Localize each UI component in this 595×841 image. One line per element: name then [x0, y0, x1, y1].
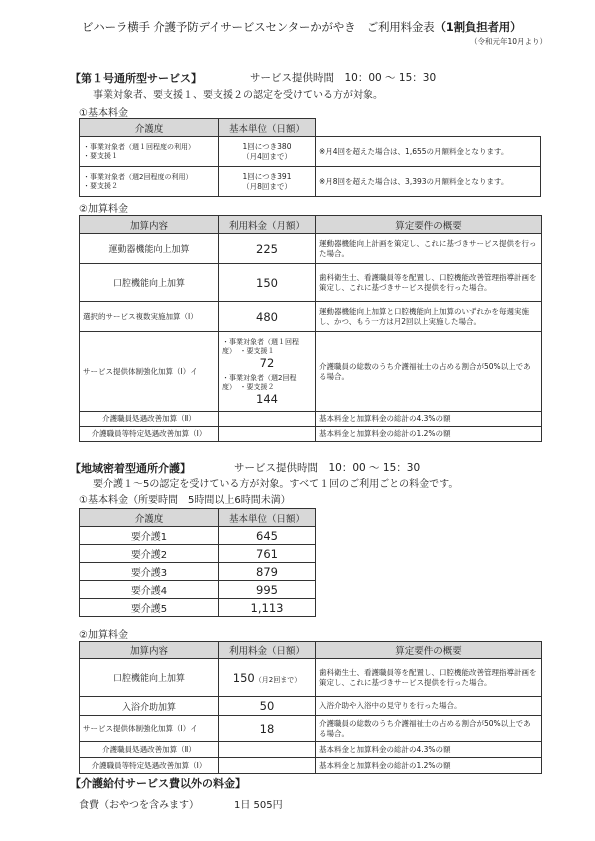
- section1-basic-title: ①基本料金: [79, 108, 128, 119]
- add-fee-cell: 18: [219, 716, 316, 742]
- add-req-cell: 入浴介助や入浴中の見守りを行った場合。: [316, 697, 542, 716]
- section2-heading: 【地域密着型通所介護】: [70, 462, 191, 475]
- section1-add-table: [79, 215, 542, 442]
- unit-cell: 761: [219, 545, 316, 563]
- add-fee-cell: [219, 758, 316, 774]
- add-name-cell: 運動器機能向上加算: [80, 234, 219, 264]
- add-fee-cell: 150: [219, 264, 316, 302]
- add-name-cell: 介護職員処遇改善加算（Ⅱ）: [80, 412, 219, 427]
- section2-add-table: [79, 641, 542, 774]
- level-cell: 要介護1: [80, 527, 219, 545]
- add-req-cell: 基本料金と加算料金の総計の1.2%の額: [316, 758, 542, 774]
- section2-hours: サービス提供時間 10：00 ～ 15：30: [234, 462, 421, 474]
- add-name-cell: 介護職員処遇改善加算（Ⅱ）: [80, 742, 219, 758]
- unit-cell: 1回につき391 （月8回まで）: [219, 167, 316, 197]
- add-name-cell: サービス提供体制強化加算（Ⅰ）イ: [80, 332, 219, 412]
- unit-cell: 1,113: [219, 599, 316, 617]
- table-row: [80, 697, 542, 716]
- section1-add-title: ②加算料金: [79, 204, 128, 215]
- document-subtitle: （令和元年10月より）: [469, 37, 547, 46]
- note-cell: ※月4回を超えた場合は、1,655の月額料金となります。: [316, 137, 541, 167]
- add-name-cell: 介護職員等特定処遇改善加算（Ⅰ）: [80, 758, 219, 774]
- add-req-cell: 運動器機能向上加算と口腔機能向上加算のいずれかを毎週実施し、かつ、もう一方は月2回以上実施した場合。: [316, 302, 542, 332]
- section2-basic-table: [79, 508, 316, 617]
- col-header: 介護度: [80, 119, 219, 137]
- col-header: 算定要件の概要: [316, 216, 542, 234]
- fee-option-label: ・事業対象者（週１回程度） ・要支援１: [222, 337, 299, 355]
- section2-basic-title: ①基本料金（所要時間 5時間以上6時間未満）: [79, 495, 291, 506]
- section2-add-title: ②加算料金: [79, 630, 128, 641]
- table-row: [80, 716, 542, 742]
- note-cell: ※月8回を超えた場合は、3,393の月額料金となります。: [316, 167, 541, 197]
- add-req-cell: 基本料金と加算料金の総計の4.3%の額: [316, 412, 542, 427]
- table-row: [80, 742, 542, 758]
- fee-option-value: 72: [259, 355, 275, 370]
- level-cell: 要介護4: [80, 581, 219, 599]
- fee-note: （月2回まで）: [254, 675, 302, 684]
- add-fee-cell: 50: [219, 697, 316, 716]
- col-header-empty: [316, 119, 541, 137]
- add-req-cell: 基本料金と加算料金の総計の1.2%の額: [316, 427, 542, 442]
- add-fee-cell: 225: [219, 234, 316, 264]
- unit-cell: 645: [219, 527, 316, 545]
- add-req-cell: 介護職員の総数のうち介護福祉士の占める割合が50%以上である場合。: [316, 716, 542, 742]
- add-req-cell: 介護職員の総数のうち介護福祉士の占める割合が50%以上である場合。: [316, 332, 542, 412]
- level-cell: 要介護5: [80, 599, 219, 617]
- level-cell: ・事業対象者（週１回程度の利用） ・要支援１: [80, 137, 219, 167]
- col-header: 基本単位（日額）: [219, 119, 316, 137]
- table-row: [80, 234, 542, 264]
- col-header: 利用料金（月額）: [219, 216, 316, 234]
- table-row: [80, 563, 316, 581]
- col-header: 介護度: [80, 509, 219, 527]
- table-row: [80, 167, 541, 197]
- table-row: [80, 137, 541, 167]
- fee-option-label: ・事業対象者（週2回程度） ・要支援２: [222, 373, 297, 391]
- section3-heading: 【介護給付サービス費以外の料金】: [70, 777, 246, 790]
- section1-heading: 【第１号通所型サービス】: [70, 72, 202, 85]
- add-name-cell: 入浴介助加算: [80, 697, 219, 716]
- table-row: [80, 302, 542, 332]
- add-fee-cell: [219, 742, 316, 758]
- add-req-cell: 歯科衛生士、看護職員等を配置し、口腔機能改善管理指導計画を策定し、これに基づきサービス提供を行った場合。: [316, 264, 542, 302]
- table-row: [80, 581, 316, 599]
- add-req-cell: 基本料金と加算料金の総計の4.3%の額: [316, 742, 542, 758]
- table-row: [80, 659, 542, 697]
- meal-label: 食費（おやつを含みます）: [79, 800, 199, 811]
- table-row: [80, 599, 316, 617]
- section1-description: 事業対象者、要支援１、要支援２の認定を受けている方が対象。: [93, 90, 383, 101]
- add-name-cell: 口腔機能向上加算: [80, 264, 219, 302]
- table-row: [80, 412, 542, 427]
- add-name-cell: サービス提供体制強化加算（Ⅰ）イ: [80, 716, 219, 742]
- level-cell: 要介護2: [80, 545, 219, 563]
- add-fee-cell: [219, 412, 316, 427]
- col-header: 算定要件の概要: [316, 642, 542, 659]
- section2-description: 要介護１～5の認定を受けている方が対象。すべて１回のご利用ごとの料金です。: [93, 479, 459, 490]
- unit-cell: 1回につき380 （月4回まで）: [219, 137, 316, 167]
- document-title: ビハーラ横手 介護予防デイサービスセンターかがやき ご利用料金表（1割負担者用）: [82, 20, 522, 34]
- fee-value: 150: [232, 670, 255, 685]
- section1-hours: サービス提供時間 10：00 ～ 15：30: [250, 72, 437, 84]
- table-row: [80, 332, 542, 412]
- meal-value: 1日 505円: [234, 800, 283, 811]
- unit-cell: 879: [219, 563, 316, 581]
- table-row: [80, 427, 542, 442]
- add-fee-cell: 480: [219, 302, 316, 332]
- col-header: 利用料金（日額）: [219, 642, 316, 659]
- add-req-cell: 歯科衛生士、看護職員等を配置し、口腔機能改善管理指導計画を策定し、これに基づきサービス提供を行った場合。: [316, 659, 542, 697]
- table-row: [80, 264, 542, 302]
- section1-basic-table: [79, 118, 541, 197]
- col-header: 基本単位（日額）: [219, 509, 316, 527]
- level-cell: ・事業対象者（週2回程度の利用） ・要支援２: [80, 167, 219, 197]
- unit-cell: 995: [219, 581, 316, 599]
- add-fee-cell: [219, 427, 316, 442]
- table-row: [80, 545, 316, 563]
- add-name-cell: 選択的サービス複数実施加算（Ⅰ）: [80, 302, 219, 332]
- add-fee-cell: [219, 332, 316, 412]
- add-name-cell: 介護職員等特定処遇改善加算（Ⅰ）: [80, 427, 219, 442]
- col-header: 加算内容: [80, 642, 219, 659]
- col-header: 加算内容: [80, 216, 219, 234]
- table-row: [80, 527, 316, 545]
- add-name-cell: 口腔機能向上加算: [80, 659, 219, 697]
- table-row: [80, 758, 542, 774]
- fee-option-value: 144: [256, 391, 278, 406]
- add-fee-cell: [219, 659, 316, 697]
- add-req-cell: 運動器機能向上計画を策定し、これに基づきサービス提供を行った場合。: [316, 234, 542, 264]
- level-cell: 要介護3: [80, 563, 219, 581]
